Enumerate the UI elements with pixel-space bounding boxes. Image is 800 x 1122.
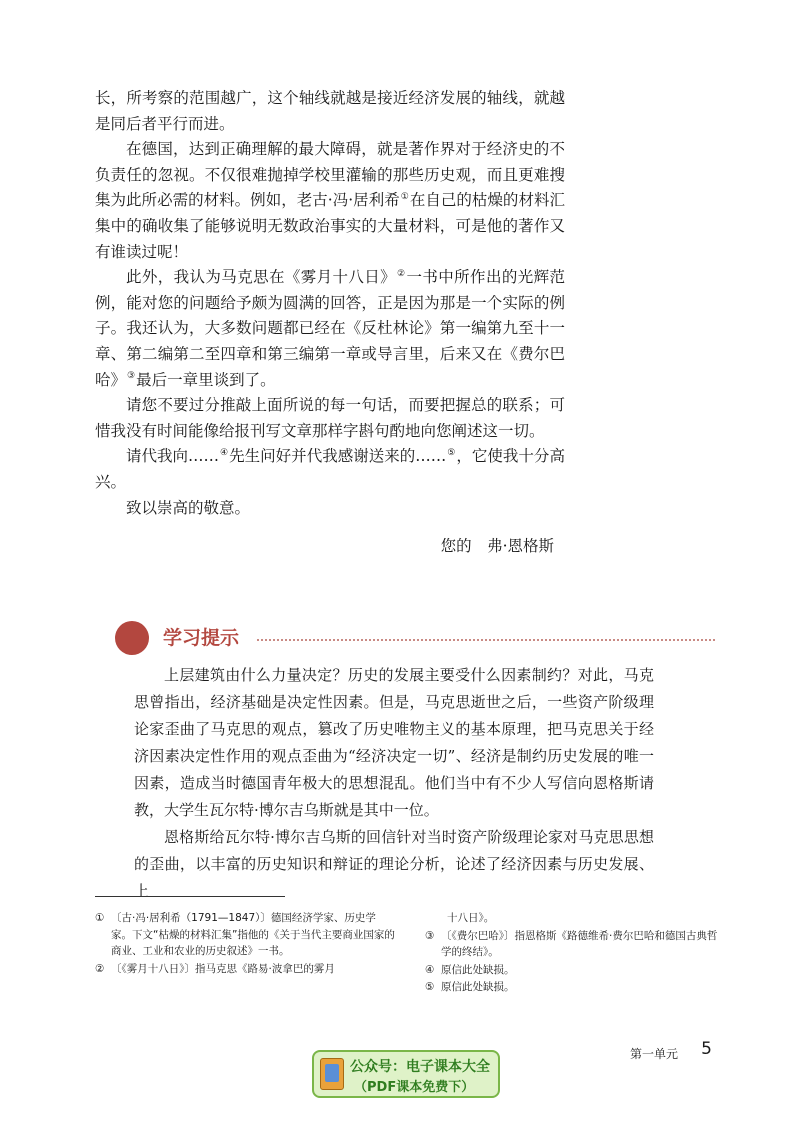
letter-paragraph: 致以崇高的敬意。 bbox=[126, 498, 251, 517]
footnote-item: ③ 〔《费尔巴哈》〕指恩格斯《路德维希·费尔巴哈和德国古典哲学的终结》。 bbox=[425, 929, 718, 959]
tips-paragraph: 恩格斯给瓦尔特·博尔吉乌斯的回信针对当时资产阶级理论家对马克思思想的歪曲，以丰富的历史知识和辩证的理论分析，论述了经济因素与历史发展、上 bbox=[134, 828, 654, 900]
footnote-ref[interactable]: ① bbox=[400, 192, 409, 203]
footnote-item: ⑤ 原信此处缺损。 bbox=[425, 981, 515, 994]
book-logo-icon bbox=[320, 1058, 344, 1090]
letter-paragraph: 长，所考察的范围越广，这个轴线就越是接近经济发展的轴线，就越是同后者平行而进。 bbox=[95, 89, 565, 133]
footnote-item: 十八日》。 bbox=[447, 912, 495, 924]
footnote-divider bbox=[95, 896, 285, 897]
circle-bullet-icon bbox=[115, 621, 149, 655]
watermark-badge bbox=[312, 1050, 500, 1098]
footnote-ref[interactable]: ③ bbox=[127, 371, 136, 382]
footnotes-right-column bbox=[425, 910, 725, 997]
study-tips-header bbox=[115, 621, 715, 661]
footnote-item: ④ 原信此处缺损。 bbox=[425, 963, 515, 976]
page-number: 5 bbox=[701, 1039, 712, 1059]
tips-paragraph: 上层建筑由什么力量决定？历史的发展主要受什么因素制约？对此，马克思曾指出，经济基础是决定性因素。但是，马克思逝世之后，一些资产阶级理论家歪曲了马克思的观点，篡改了历史唯物主义的基本原理，把马克思关于经济因素决定性作用的观点歪曲为“经济决定一切”、经济是制约历史发展的唯一因素，造成当时德国青年极大的思想混乱。他们当中有不少人写信向恩格斯请教，大学生瓦尔特·博尔吉乌斯就是其中一位。 bbox=[134, 666, 654, 819]
footnotes-left-column bbox=[95, 910, 395, 978]
watermark-line1: 公众号：电子课本大全 bbox=[350, 1059, 490, 1075]
footnote-ref[interactable]: ⑤ bbox=[447, 448, 456, 459]
letter-paragraph: 在德国，达到正确理解的最大障碍，就是著作界对于经济史的不负责任的忽视。不仅很难抛掉学校里灌输的那些历史观，而且更难搜集为此所必需的材料。例如，老古·冯·居利希①在自己的枯燥的材料汇集中的确收集了能够说明无数政治事实的大量材料，可是他的著作又有谁读过呢！ bbox=[95, 140, 565, 261]
letter-paragraph: 请代我向……④先生问好并代我感谢送来的……⑤，它使我十分高兴。 bbox=[95, 447, 565, 491]
letter-paragraph: 请您不要过分推敲上面所说的每一句话，而要把握总的联系；可惜我没有时间能像给报刊写文章那样字斟句酌地向您阐述这一切。 bbox=[95, 396, 565, 440]
footnote-ref[interactable]: ② bbox=[397, 269, 406, 279]
footer-unit-label: 第一单元 bbox=[629, 1047, 678, 1061]
dotted-divider bbox=[257, 639, 715, 641]
watermark-line2: （PDF课本免费下） bbox=[354, 1080, 475, 1095]
letter-signature: 您的 弗·恩格斯 bbox=[440, 537, 554, 555]
footnote-item: ① 〔古·冯·居利希（1791—1847）〕德国经济学家、历史学家。下文“枯燥的材料汇集”指他的《关于当代主要商业国家的商业、工业和农业的历史叙述》一书。 bbox=[95, 912, 395, 958]
letter-body bbox=[95, 86, 565, 521]
footnote-ref[interactable]: ④ bbox=[220, 448, 229, 459]
letter-paragraph: 此外，我认为马克思在《雾月十八日》②一书中所作出的光辉范例，能对您的问题给予颇为圆满的回答，正是因为那是一个实际的例子。我还认为，大多数问题都已经在《反杜林论》第一编第九至十一章、第二编第二至四章和第三编第一章或导言里，后来又在《费尔巴哈》③最后一章里谈到了。 bbox=[95, 268, 565, 389]
footnote-item: ② 〔《雾月十八日》〕指马克思《路易·波拿巴的雾月 bbox=[95, 962, 335, 975]
study-tips-title: 学习提示 bbox=[163, 627, 240, 649]
study-tips-body bbox=[134, 662, 654, 905]
